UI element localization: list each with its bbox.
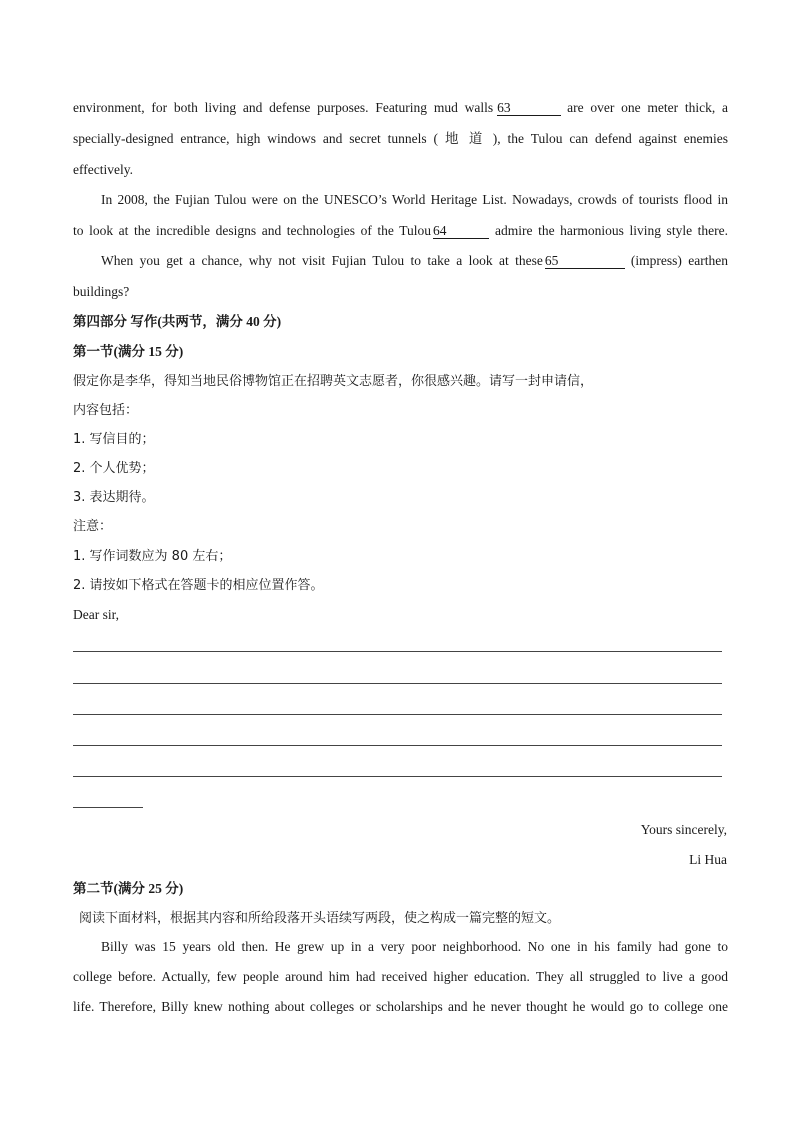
passage-line-5 xyxy=(73,222,728,240)
answer-line xyxy=(73,683,722,684)
passage-line-4: In 2008, the Fujian Tulou were on the UNESCO’s World Heritage List. Nowadays, crowds of tourists flood in xyxy=(101,192,728,207)
answer-line-short xyxy=(73,807,143,808)
passage-text: admire the harmonious living style there. xyxy=(495,223,728,238)
story-line-3: life. Therefore, Billy knew nothing about colleges or scholarships and he never thought he would go to college one xyxy=(73,999,728,1014)
answer-line xyxy=(73,776,722,777)
passage-line-3: effectively. xyxy=(73,162,133,177)
note-label: 注意： xyxy=(73,519,113,534)
passage-line-2: specially-designed entrance, high windows and secret tunnels ( 地 道 ), the Tulou can defend against enemies xyxy=(73,131,728,146)
note-item-1: 1. 写作词数应为 80 左右； xyxy=(73,549,232,564)
signature: Li Hua xyxy=(689,852,727,867)
passage-line-1 xyxy=(73,99,728,117)
note-item-2: 2. 请按如下格式在答题卡的相应位置作答。 xyxy=(73,578,324,593)
answer-line xyxy=(73,745,722,746)
passage-line-7: buildings? xyxy=(73,284,130,299)
content-label: 内容包括： xyxy=(73,403,139,418)
content-item-3: 3. 表达期待。 xyxy=(73,490,155,505)
story-line-2: college before. Actually, few people around him had received higher education. They all struggled to live a good xyxy=(73,969,728,984)
passage-text: to look at the incredible designs and technologies of the Tulou xyxy=(73,223,432,238)
part4-heading: 第四部分 写作(共两节，满分 40 分) xyxy=(73,314,282,329)
section2-prompt: 阅读下面材料，根据其内容和所给段落开头语续写两段，使之构成一篇完整的短文。 xyxy=(79,911,561,926)
section2-heading: 第二节(满分 25 分) xyxy=(73,881,184,896)
answer-line xyxy=(73,714,722,715)
passage-text: When you get a chance, why not visit Fujian Tulou to take a look at these xyxy=(101,253,543,268)
passage-text: environment, for both living and defense purposes. Featuring mud walls xyxy=(73,100,494,115)
content-item-1: 1. 写信目的； xyxy=(73,432,155,447)
closing: Yours sincerely, xyxy=(640,822,727,837)
writing-prompt: 假定你是李华，得知当地民俗博物馆正在招聘英文志愿者，你很感兴趣。请写一封申请信， xyxy=(73,374,594,389)
passage-text: (impress) earthen xyxy=(630,253,728,268)
blank-63: 63 xyxy=(497,100,561,116)
blank-64: 64 xyxy=(433,223,489,239)
story-line-1: Billy was 15 years old then. He grew up in a very poor neighborhood. No one in his family had gone to xyxy=(101,939,728,954)
passage-line-6 xyxy=(73,252,728,270)
salutation: Dear sir, xyxy=(73,607,119,622)
section1-heading: 第一节(满分 15 分) xyxy=(73,344,184,359)
content-item-2: 2. 个人优势； xyxy=(73,461,155,476)
answer-line xyxy=(73,651,722,652)
blank-65: 65 xyxy=(545,253,625,269)
passage-text: are over one meter thick, a xyxy=(567,100,728,115)
